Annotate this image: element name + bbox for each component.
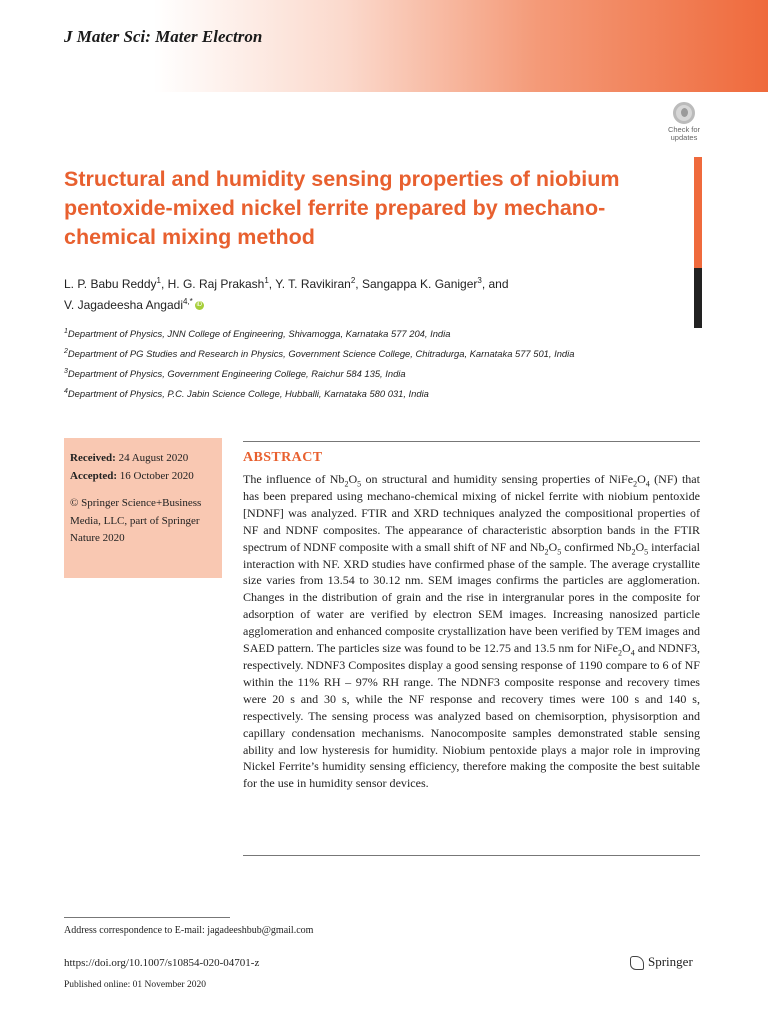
affiliation-item: $^1$Department of Physics, JNN College of Engineering, Shivamogga, Karnataka 577 204, India <box>64 328 451 340</box>
chemical-formula: $Nb_2O_5$ <box>529 539 562 557</box>
journal-name: J Mater Sci: Mater Electron <box>64 27 263 46</box>
copyright-notice: © Springer Science+Business Media, LLC, part of Springer Nature 2020 <box>70 497 202 544</box>
check-updates-icon <box>673 102 695 124</box>
author-name: H. G. Raj Prakash <box>167 277 265 291</box>
affiliation-list <box>64 323 704 403</box>
affiliation-item: $^4$Department of Physics, P.C. Jabin Science College, Hubballi, Karnataka 580 031, India <box>64 387 429 399</box>
author-affiliation-mark: 1 <box>156 276 161 285</box>
author-name: Sangappa K. Ganiger <box>361 277 478 291</box>
author-affiliation-mark: 4,* <box>183 297 193 306</box>
doi-link[interactable]: https://doi.org/10.1007/s10854-020-04701-z <box>64 957 260 969</box>
article-title: Structural and humidity sensing properties of niobium pentoxide-mixed nickel ferrite prepared by mechano-chemical mixing method <box>64 167 620 249</box>
check-updates-label: Check for updates <box>667 125 701 142</box>
chemical-formula: $Nb_2O_5$ <box>616 539 649 557</box>
author-name: L. P. Babu Reddy <box>64 277 157 291</box>
author-name: Y. T. Ravikiran <box>275 277 351 291</box>
chemical-formula: $NiFe_2O_4$ <box>608 472 650 489</box>
orcid-icon[interactable]: iD <box>196 302 203 309</box>
publisher-logo: Springer <box>630 954 693 970</box>
author-affiliation-mark: 2 <box>350 276 356 285</box>
correspondence-footnote: Address correspondence to E-mail: jagadeeshbub@gmail.com <box>64 925 314 936</box>
article-dates-box <box>64 438 222 578</box>
affiliation-item: $^3$Department of Physics, Government Engineering College, Raichur 584 135, India <box>64 367 406 379</box>
springer-horse-icon <box>630 956 644 970</box>
side-bar-dark <box>694 268 702 328</box>
side-bar-accent <box>694 157 702 268</box>
author-affiliation-mark: 1 <box>264 276 269 285</box>
abstract-text: The influence of $Nb_2O_5$ on structural and humidity sensing properties of $NiFe_2O_4$ (NF) that has been prepared using mechano-chemical mixing of nickel ferrite with niobium pentoxide [NDNF] was analyzed. FTIR and XRD techniques analyzed the compositional properties of NF and NDNF composites. The appearance of characteristic absorption bands in the FTIR spectrum of NDNF composite with a small shift of NF and $Nb_2O_5$ confirmed $Nb_2O_5$ interfacial interaction with NF. XRD studies have confirmed phase of the sample. The average crystallite size varies from 13.54 to 30.12 nm. SEM images confirms the particles are agglomeration. Changes in the distribution of grain and the rise in intergranular pores in the composite for adsorption of water are verified by electron SEM images. Increasing nanosized particle agglomeration and enhanced composite crystallization have been verified by TEM images and SAED pattern. The particles size was found to be 12.75 and 13.5 nm for $NiFe_2O_4$ and NDNF3, respectively. NDNF3 Composites display a good sensing response of 1190 compare to 6 of NF within the 11% RH – 97% RH range. The NDNF3 composite response and recovery times were 20 s and 30 s, while the NF response and recovery times were 100 s and 140 s, respectively. The sensing process was analyzed based on chemisorption, physisorption and capillary condensation mechanisms. Nanocomposite samples demonstrated stable sensing ability and low hysteresis for humidity. Niobium pentoxide plays a major role in improving Nickel Ferrite’s humidity sensing efficiency, therefore making the composite the best suitable for the use in humidity sensor devices. <box>243 472 701 791</box>
chemical-formula: $Nb_2O_5$ <box>329 472 362 489</box>
chemical-formula: $NiFe_2O_4$ <box>593 641 635 658</box>
abstract-top-rule <box>243 441 700 442</box>
accepted-date: Accepted: 16 October 2020 <box>70 469 194 482</box>
abstract-bottom-rule <box>243 855 700 856</box>
footnote-rule <box>64 917 230 918</box>
author-list: L. P. Babu Reddy$^1$, H. G. Raj Prakash$^1$, Y. T. Ravikiran$^2$, Sangappa K. Ganiger$^3$, and V. Jagadeesha Angadi$^{4,*}$ iD <box>64 276 509 312</box>
check-for-updates-badge[interactable] <box>664 102 704 142</box>
published-date: Published online: 01 November 2020 <box>64 980 206 990</box>
abstract-heading: ABSTRACT <box>243 450 323 465</box>
affiliation-item: $^2$Department of PG Studies and Research in Physics, Government Science College, Chitradurga, Karnataka 577 501, India <box>64 347 575 360</box>
received-date: Received: 24 August 2020 <box>70 452 189 464</box>
author-name: V. Jagadeesha Angadi <box>64 298 183 312</box>
author-affiliation-mark: 3 <box>477 276 482 285</box>
